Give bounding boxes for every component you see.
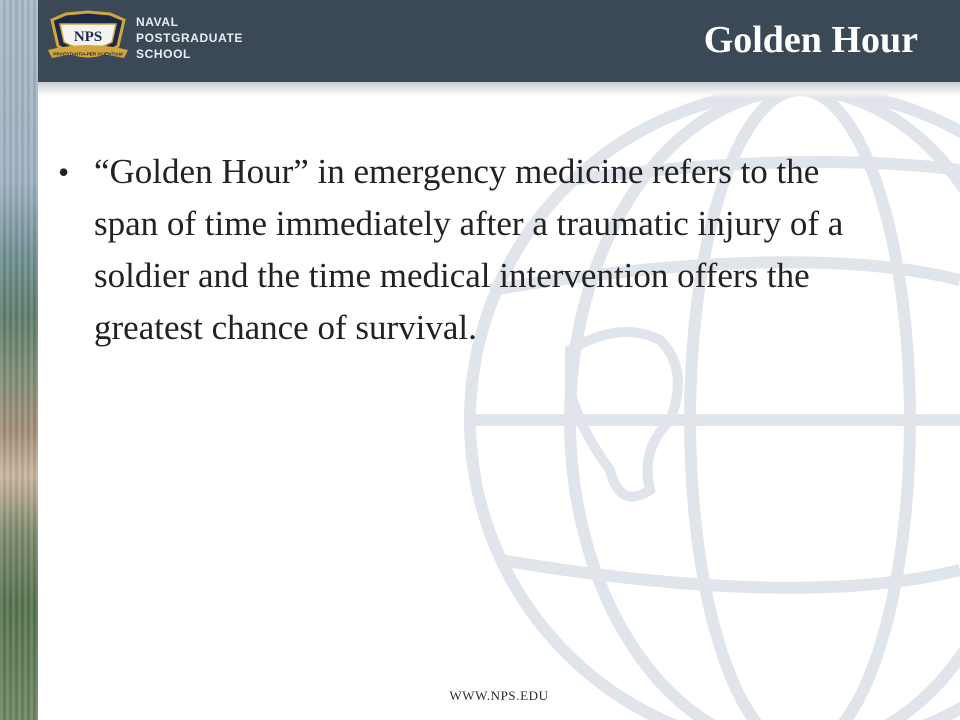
slide-body	[58, 146, 888, 354]
school-name-line-2: POSTGRADUATE	[136, 31, 243, 45]
footer-url: WWW.NPS.EDU	[449, 688, 549, 703]
campus-photo-strip	[0, 0, 38, 720]
school-name-line-3: SCHOOL	[136, 47, 191, 61]
bullet-icon: •	[58, 154, 70, 190]
logo-ribbon-text: PRAESTANTIA PER SCIENTIAM	[53, 51, 123, 57]
school-name	[136, 14, 266, 62]
bullet-text: “Golden Hour” in emergency medicine refers to the span of time immediately after a traumatic injury of a soldier and the time medical intervention offers the greatest chance of survival.	[94, 152, 844, 347]
bullet-item	[58, 146, 888, 354]
nps-shield-logo	[46, 10, 130, 68]
logo-badge-text: NPS	[73, 29, 103, 45]
header-shadow	[38, 82, 960, 98]
slide-title: Golden Hour	[703, 19, 918, 61]
school-name-line-1: NAVAL	[136, 15, 179, 29]
